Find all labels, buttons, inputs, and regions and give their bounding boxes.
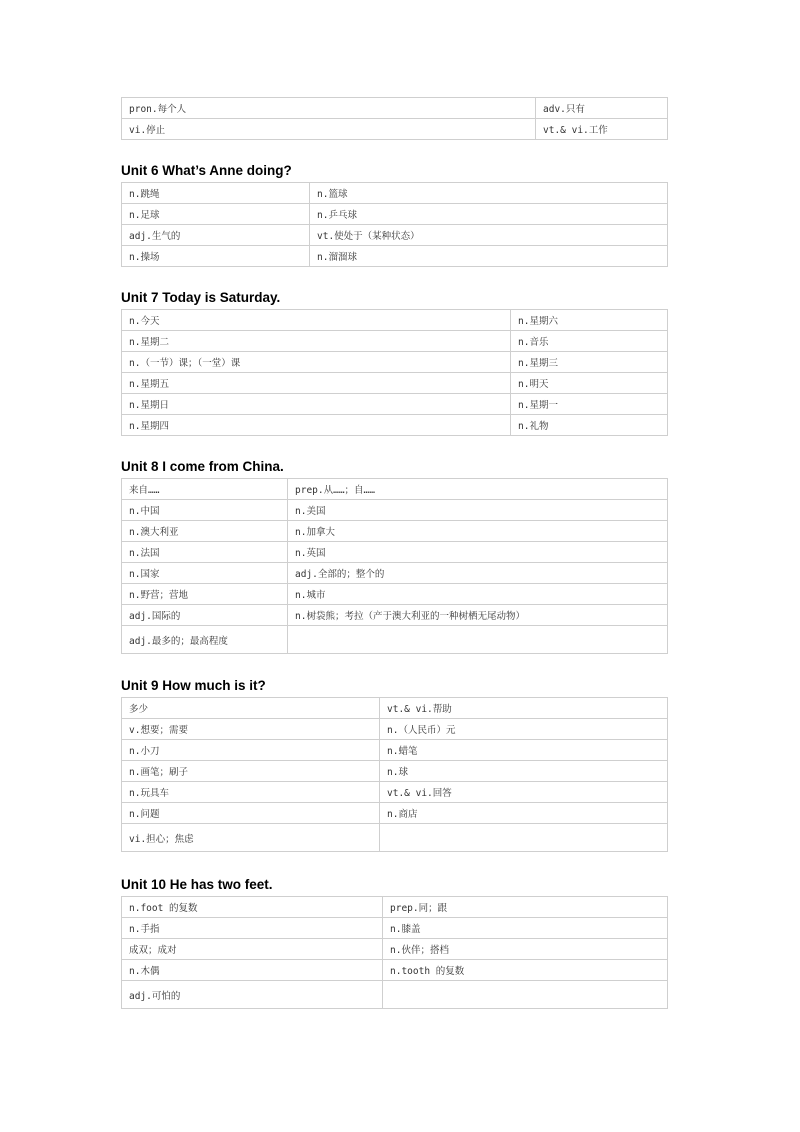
table-cell: n.操场 — [122, 246, 310, 267]
table-cell: adj.最多的；最高程度 — [122, 626, 288, 654]
table-cell: n.foot 的复数 — [122, 897, 383, 918]
table-cell: pron.每个人 — [122, 98, 536, 119]
unit7-heading: Unit 7 Today is Saturday. — [121, 290, 281, 305]
table-row — [122, 246, 668, 267]
unit9-heading: Unit 9 How much is it? — [121, 678, 266, 693]
table-cell: n.礼物 — [511, 415, 668, 436]
table-cell: n.tooth 的复数 — [383, 960, 668, 981]
table-cell: vt.& vi.工作 — [536, 119, 668, 140]
table-row — [122, 719, 668, 740]
table-cell: n.球 — [380, 761, 668, 782]
table-cell: n.星期四 — [122, 415, 511, 436]
table-row — [122, 918, 668, 939]
table-cell: 多少 — [122, 698, 380, 719]
unit7-vocab-table — [121, 309, 668, 436]
table-cell: 来自…… — [122, 479, 288, 500]
table-row — [122, 479, 668, 500]
table-row — [122, 782, 668, 803]
table-row — [122, 119, 668, 140]
table-cell: n.木偶 — [122, 960, 383, 981]
table-cell: adj.全部的；整个的 — [288, 563, 668, 584]
table-cell — [380, 824, 668, 852]
table-row — [122, 225, 668, 246]
table-row — [122, 521, 668, 542]
table-cell: n.明天 — [511, 373, 668, 394]
unit9-vocab-table — [121, 697, 668, 852]
table-cell: n.（人民币）元 — [380, 719, 668, 740]
table-cell: vt.& vi.回答 — [380, 782, 668, 803]
table-cell: n.今天 — [122, 310, 511, 331]
table-cell — [383, 981, 668, 1009]
table-cell: n.足球 — [122, 204, 310, 225]
table-cell: adj.可怕的 — [122, 981, 383, 1009]
table-row — [122, 761, 668, 782]
table-cell: n.英国 — [288, 542, 668, 563]
table-row — [122, 98, 668, 119]
table-cell: n.商店 — [380, 803, 668, 824]
table-row — [122, 740, 668, 761]
table-cell: adj.国际的 — [122, 605, 288, 626]
table-cell: n.膝盖 — [383, 918, 668, 939]
table-cell: n.城市 — [288, 584, 668, 605]
table-row — [122, 803, 668, 824]
table-row — [122, 394, 668, 415]
table-cell: n.国家 — [122, 563, 288, 584]
table-row — [122, 373, 668, 394]
table-cell: n.澳大利亚 — [122, 521, 288, 542]
table-cell: n.星期三 — [511, 352, 668, 373]
unit10-vocab-table — [121, 896, 668, 1009]
table-cell: n.野营；营地 — [122, 584, 288, 605]
table-row — [122, 500, 668, 521]
table-cell: n.中国 — [122, 500, 288, 521]
table-cell: n.音乐 — [511, 331, 668, 352]
table-cell: n.加拿大 — [288, 521, 668, 542]
table-row — [122, 352, 668, 373]
table-cell: n.星期日 — [122, 394, 511, 415]
table-cell: n.乒乓球 — [310, 204, 668, 225]
table-cell: n.溜溜球 — [310, 246, 668, 267]
table-row — [122, 981, 668, 1009]
table-cell: vi.担心；焦虑 — [122, 824, 380, 852]
table-cell: n.（一节）课；（一堂）课 — [122, 352, 511, 373]
table-cell: n.跳绳 — [122, 183, 310, 204]
table-cell: v.想要；需要 — [122, 719, 380, 740]
table-cell: adj.生气的 — [122, 225, 310, 246]
table-cell: prep.从……；自…… — [288, 479, 668, 500]
table-row — [122, 626, 668, 654]
table-row — [122, 415, 668, 436]
table-cell: n.问题 — [122, 803, 380, 824]
table-cell: prep.同；跟 — [383, 897, 668, 918]
unit10-heading: Unit 10 He has two feet. — [121, 877, 273, 892]
table-cell — [288, 626, 668, 654]
table-cell: n.星期五 — [122, 373, 511, 394]
table-row — [122, 310, 668, 331]
table-cell: n.伙伴；搭档 — [383, 939, 668, 960]
table-cell: vi.停止 — [122, 119, 536, 140]
table-cell: vt.使处于（某种状态） — [310, 225, 668, 246]
table-cell: n.星期二 — [122, 331, 511, 352]
table-row — [122, 542, 668, 563]
table-cell: n.画笔；刷子 — [122, 761, 380, 782]
table-cell: vt.& vi.帮助 — [380, 698, 668, 719]
table-cell: n.星期六 — [511, 310, 668, 331]
unit6-vocab-table — [121, 182, 668, 267]
table-cell: 成双；成对 — [122, 939, 383, 960]
unit6-heading: Unit 6 What’s Anne doing? — [121, 163, 292, 178]
table-row — [122, 204, 668, 225]
unit8-heading: Unit 8 I come from China. — [121, 459, 284, 474]
table-row — [122, 563, 668, 584]
table-row — [122, 605, 668, 626]
table-row — [122, 183, 668, 204]
table-cell: n.篮球 — [310, 183, 668, 204]
table-cell: n.树袋熊；考拉（产于澳大利亚的一种树栖无尾动物） — [288, 605, 668, 626]
unit8-vocab-table — [121, 478, 668, 654]
table-cell: adv.只有 — [536, 98, 668, 119]
table-row — [122, 897, 668, 918]
vocab-table-top — [121, 97, 668, 140]
table-row — [122, 698, 668, 719]
table-cell: n.星期一 — [511, 394, 668, 415]
table-row — [122, 584, 668, 605]
table-row — [122, 939, 668, 960]
table-cell: n.小刀 — [122, 740, 380, 761]
table-cell: n.手指 — [122, 918, 383, 939]
table-cell: n.美国 — [288, 500, 668, 521]
table-row — [122, 331, 668, 352]
table-cell: n.玩具车 — [122, 782, 380, 803]
table-cell: n.蜡笔 — [380, 740, 668, 761]
table-cell: n.法国 — [122, 542, 288, 563]
table-row — [122, 960, 668, 981]
table-row — [122, 824, 668, 852]
